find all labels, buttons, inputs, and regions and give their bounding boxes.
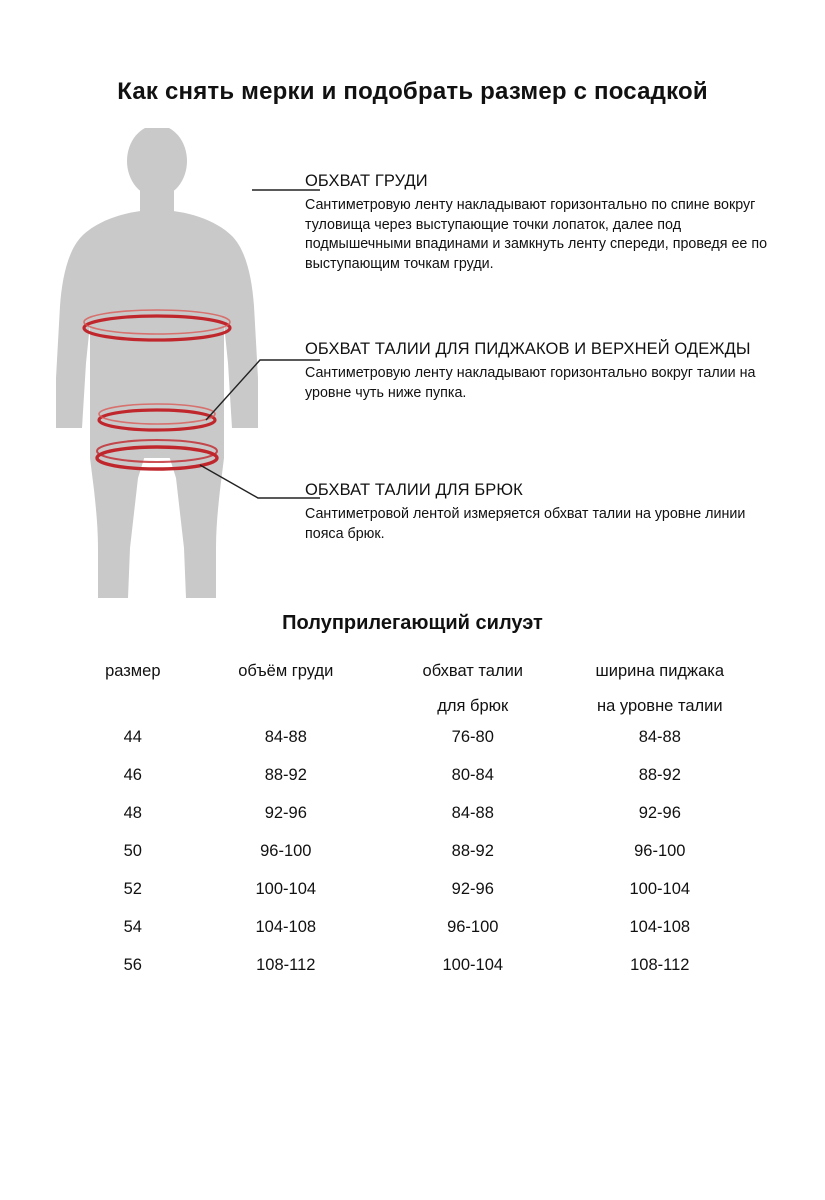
col-header-jacket-width-line1: ширина пиджака	[595, 662, 725, 680]
page-title: Как снять мерки и подобрать размер с посадкой	[117, 78, 708, 105]
table-row	[75, 908, 755, 946]
cell-size: 54	[123, 917, 142, 936]
col-header-waist-line2: для брюк	[437, 697, 509, 715]
table-row	[75, 756, 755, 794]
table-row	[75, 870, 755, 908]
size-table	[75, 660, 755, 984]
cell-waist: 96-100	[447, 917, 499, 936]
table-row	[75, 794, 755, 832]
callout-waist-jacket-title: ОБХВАТ ТАЛИИ ДЛЯ ПИДЖАКОВ И ВЕРХНЕЙ ОДЕЖДЫ	[305, 340, 751, 358]
callout-chest-body: Сантиметровую ленту накладывают горизонтально по спине вокруг туловища через выступающие точки лопаток, далее под подмышечными впадинами и замкнуть ленту спереди, проведя ее по выступающим точкам груди.	[305, 197, 768, 272]
cell-waist: 88-92	[451, 841, 494, 860]
callout-chest-title: ОБХВАТ ГРУДИ	[305, 172, 428, 190]
cell-chest: 84-88	[264, 727, 307, 746]
cell-jacket-width: 96-100	[634, 841, 686, 860]
cell-chest: 100-104	[255, 879, 317, 898]
table-row	[75, 946, 755, 984]
col-header-jacket-width-line2: на уровне талии	[597, 697, 723, 715]
col-header-waist	[381, 660, 565, 718]
cell-jacket-width: 88-92	[638, 765, 681, 784]
col-header-size	[75, 660, 191, 718]
table-row	[75, 832, 755, 870]
cell-size: 44	[123, 727, 142, 746]
cell-waist: 84-88	[451, 803, 494, 822]
cell-waist: 92-96	[451, 879, 494, 898]
cell-jacket-width: 100-104	[629, 879, 691, 898]
table-row	[75, 718, 755, 756]
table-body	[75, 718, 755, 984]
measurement-figure	[20, 128, 320, 608]
cell-jacket-width: 84-88	[638, 727, 681, 746]
cell-chest: 92-96	[264, 803, 307, 822]
cell-jacket-width: 108-112	[630, 955, 690, 974]
cell-chest: 104-108	[255, 917, 317, 936]
cell-chest: 88-92	[264, 765, 307, 784]
callout-waist-jacket	[305, 340, 785, 403]
col-header-size-line1: размер	[105, 662, 161, 680]
callout-waist-trousers-title: ОБХВАТ ТАЛИИ ДЛЯ БРЮК	[305, 481, 523, 499]
callout-chest	[305, 172, 785, 274]
callout-waist-trousers-body: Сантиметровой лентой измеряется обхват талии на уровне линии пояса брюк.	[305, 506, 746, 542]
cell-chest: 108-112	[256, 955, 316, 974]
col-header-chest	[191, 660, 381, 718]
cell-size: 50	[123, 841, 142, 860]
col-header-jacket-width	[565, 660, 755, 718]
cell-size: 48	[123, 803, 142, 822]
cell-size: 56	[123, 955, 142, 974]
cell-waist: 80-84	[451, 765, 494, 784]
cell-size: 52	[123, 879, 142, 898]
cell-chest: 96-100	[260, 841, 312, 860]
col-header-chest-line1: объём груди	[238, 662, 334, 680]
callout-waist-trousers	[305, 481, 785, 544]
male-torso-silhouette	[56, 128, 258, 598]
table-title: Полуприлегающий силуэт	[282, 612, 543, 634]
cell-jacket-width: 104-108	[629, 917, 691, 936]
cell-size: 46	[123, 765, 142, 784]
table-header-row	[75, 660, 755, 718]
cell-waist: 76-80	[451, 727, 494, 746]
col-header-waist-line1: обхват талии	[422, 662, 524, 680]
cell-jacket-width: 92-96	[638, 803, 681, 822]
cell-waist: 100-104	[442, 955, 504, 974]
callout-waist-jacket-body: Сантиметровую ленту накладывают горизонтально вокруг талии на уровне чуть ниже пупка.	[305, 365, 756, 401]
